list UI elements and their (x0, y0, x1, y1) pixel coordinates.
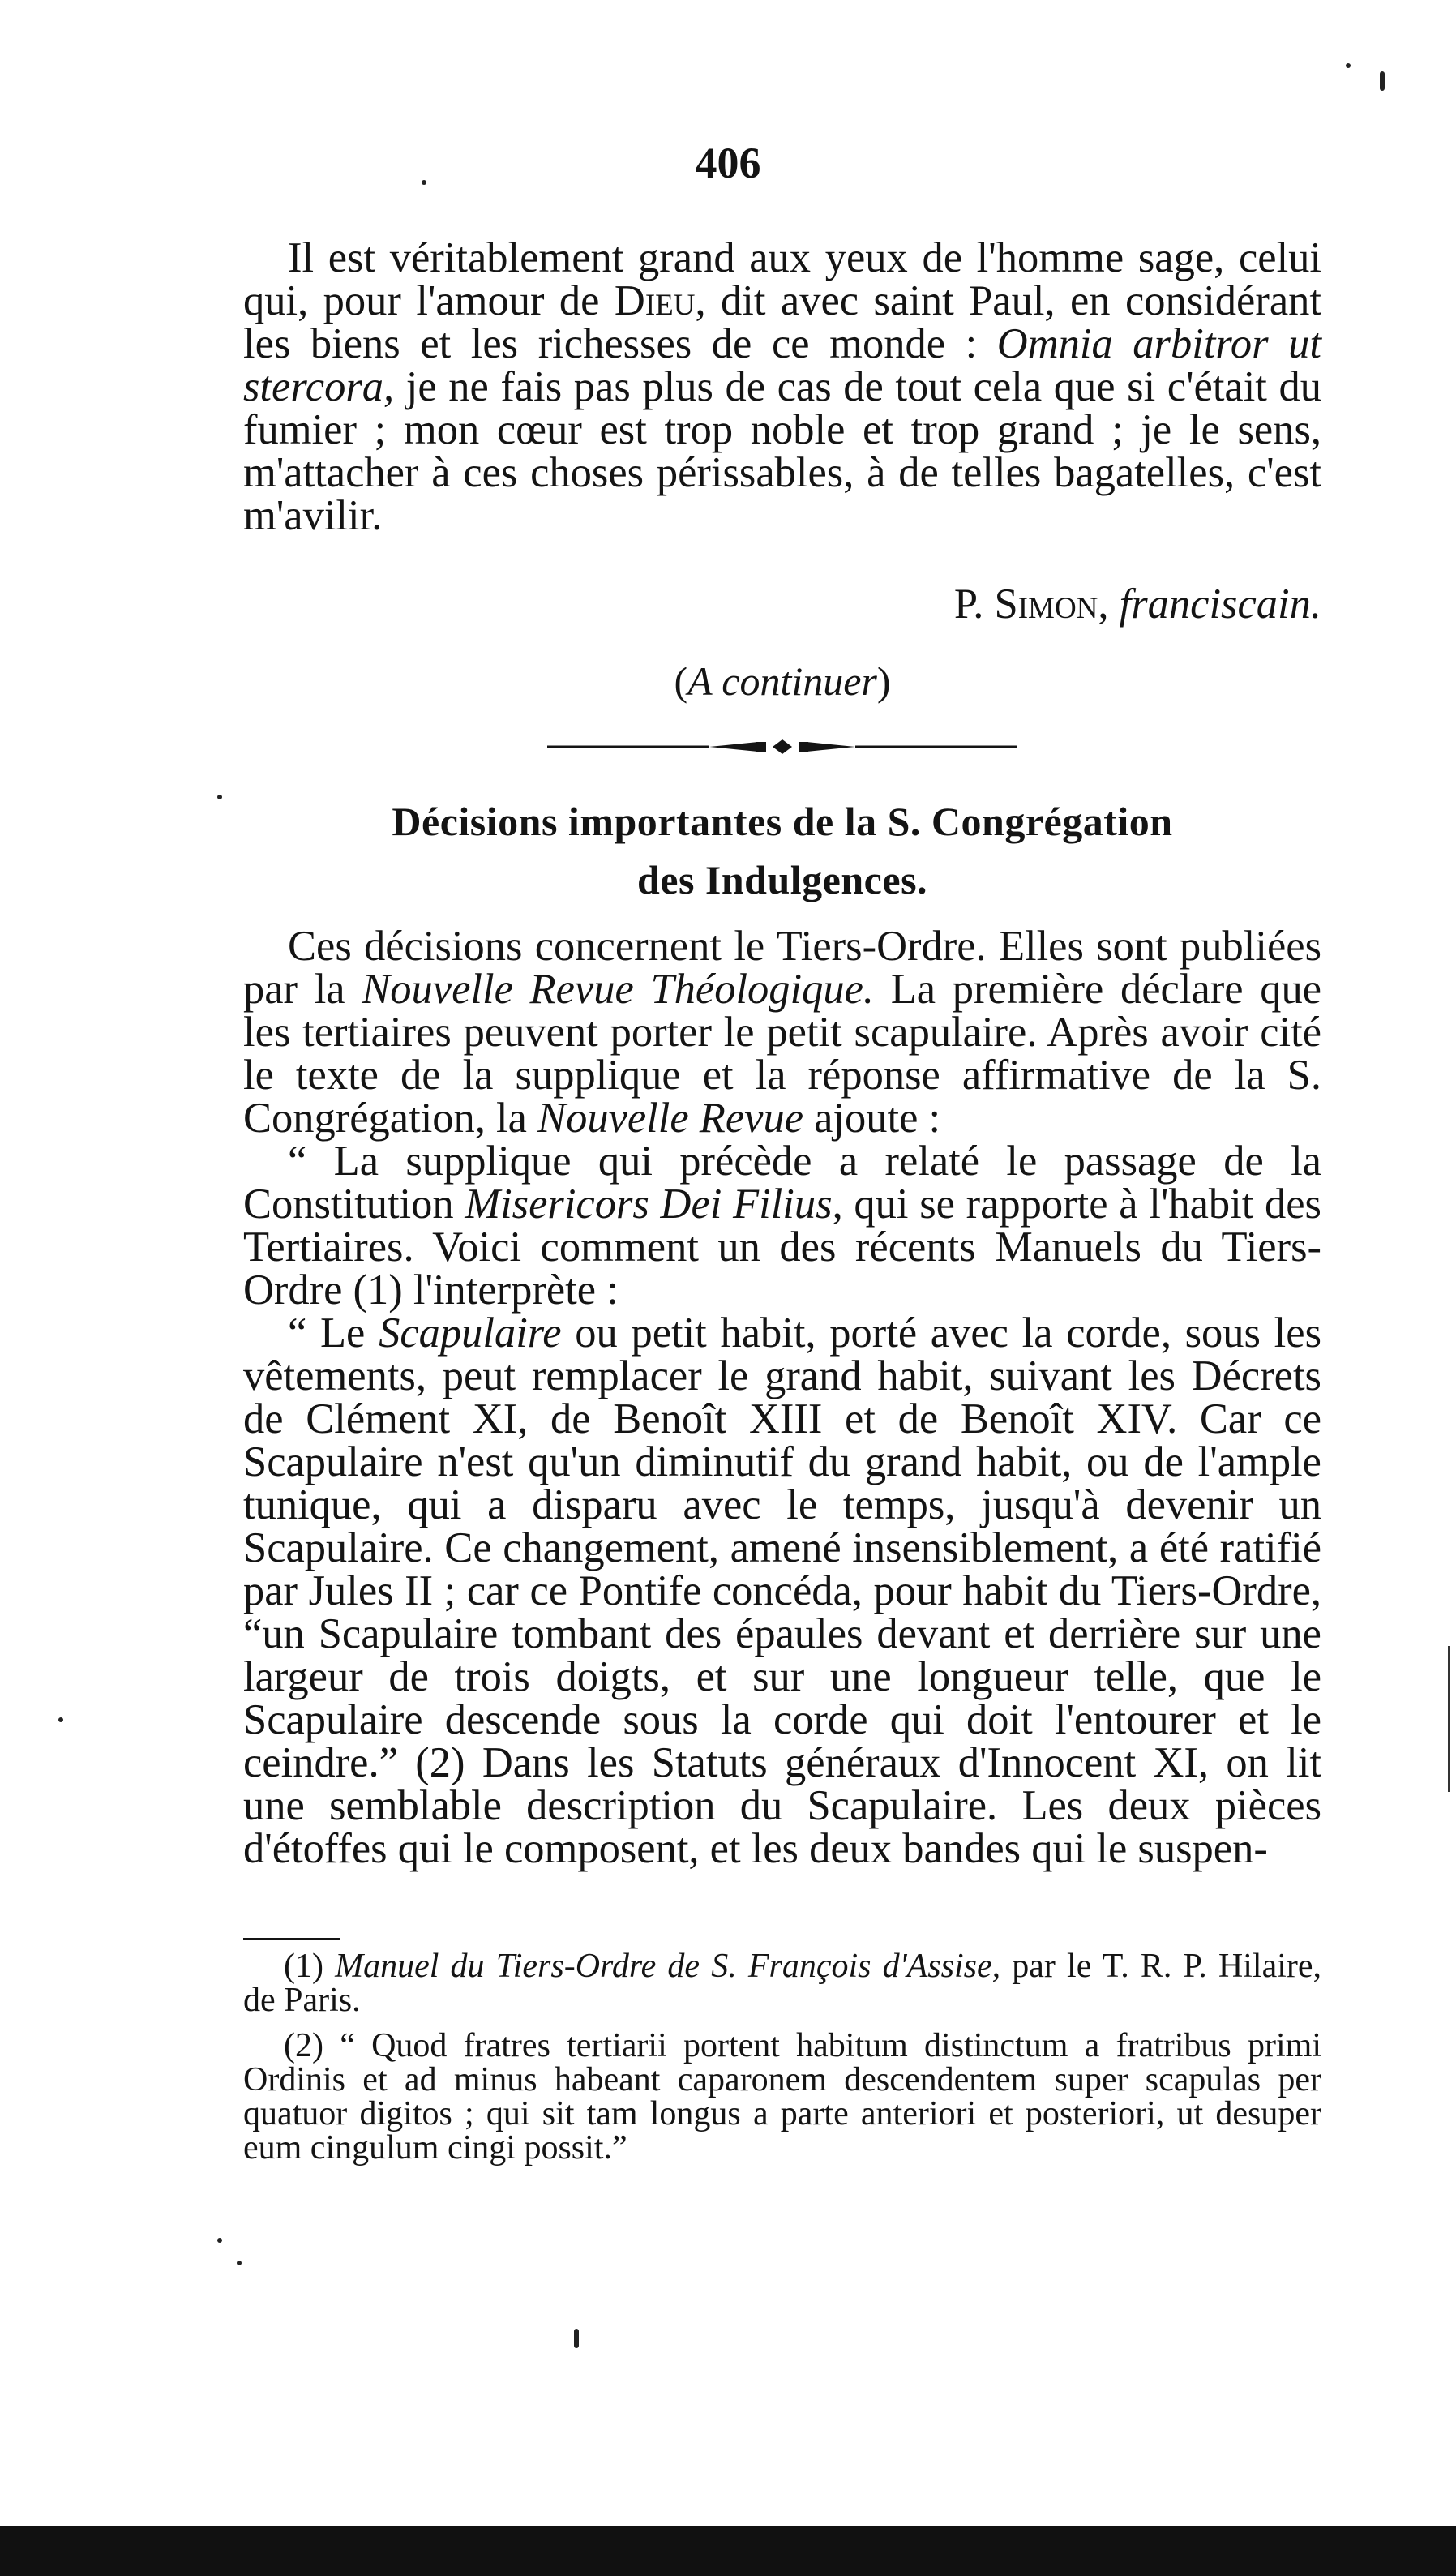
constitution-title: Misericors Dei Filius (465, 1181, 833, 1228)
heading-line-2: des Indulgences. (636, 857, 928, 902)
footnote-text: par le T. R. P. Hilaire, de Paris. (243, 1948, 1322, 2019)
text-run: La première déclare que les tertiaires peuvent porter le petit scapulaire. Après avoir cité le texte de la supplique et la réponse affirmative de la S. Congrégation, la (243, 966, 1322, 1142)
text-run: , dit avec saint Paul, en considérant les biens et les richesses de ce monde : (243, 277, 1321, 367)
footnote-separator (243, 1938, 340, 1940)
page-number: 406 (695, 139, 761, 187)
scan-speck (422, 180, 426, 185)
quotation-paragraph (243, 1140, 1321, 1312)
scan-speck (1380, 71, 1385, 91)
text-run-smallcaps: Dieu (614, 277, 696, 324)
to-be-continued-note (243, 660, 1321, 703)
section-heading (243, 792, 1321, 909)
signature-name: Simon (994, 581, 1098, 628)
section-divider-ornament (547, 737, 1017, 757)
continued-text: A continuer (687, 658, 877, 704)
text-run: “ La supplique qui précède a relaté le passage de la Constitution (243, 1138, 1321, 1228)
footnote-book-title: Manuel du Tiers-Ordre de S. François d'Assise, (335, 1948, 1001, 1985)
journal-title: Nouvelle Revue Théologique. (362, 966, 875, 1013)
author-signature (243, 583, 1321, 626)
footnote-mark: (1) (284, 1948, 336, 1985)
scan-speck (58, 1717, 63, 1722)
text-run: , qui se rapporte à l'habit des Tertiaires. Voici comment un des récents Manuels du Tiers-Ordre (1) l'interprète : (243, 1181, 1321, 1314)
closing-paragraph (243, 234, 1321, 539)
scan-speck (237, 2261, 242, 2265)
text-run: Il est véritablement grand aux yeux de l'homme sage, celui qui, pour l'amour de (243, 234, 1321, 324)
scapulaire-paragraph (243, 1309, 1321, 1872)
footnotes (243, 1949, 1321, 2165)
footnote-2 (243, 2029, 1321, 2165)
scan-speck (1346, 63, 1351, 68)
heading-line-1: Décisions importantes de la S. Congrégation (392, 799, 1173, 844)
scan-bottom-border (0, 2526, 1456, 2576)
scan-speck (217, 2238, 222, 2243)
footnote-text: “ Quod fratres tertiarii portent habitum distinctum a fratribus primi Ordinis et ad minus habeant caparonem descendentem super scapulas per quatuor digitos ; qui sit tam longus a parte anteriori et posteriori, ut desuper eum cingulum cingi possit.” (243, 2027, 1321, 2167)
paren-close: ) (876, 658, 891, 704)
text-run: ou petit habit, porté avec la corde, sous les vêtements, peut remplacer le grand habit, suivant les Décrets de Clément XI, de Benoît XIII et de Benoît XIV. Car ce Scapulaire n'est qu'un diminutif du grand habit, ou de l'ample tunique, qui a disparu avec le temps, jusqu'à devenir un Scapulaire. Ce changement, amené insensiblement, a été ratifié par Jules II ; car ce Pontife concéda, pour habit du Tiers-Ordre, “un Scapulaire tombant des épaules devant et derrière sur une largeur de trois doigts, et sur une longueur telle, que le Scapulaire descende sous la corde qui doit l'entourer et le ceindre.” (2) Dans les Statuts généraux d'Innocent XI, on lit une semblable description du Scapulaire. Les deux pièces d'étoffes qui le composent, et les deux bandes qui le suspen- (243, 1309, 1321, 1872)
signature-order: franciscain. (1119, 581, 1321, 628)
text-run: je ne fais pas plus de cas de tout cela que si c'était du fumier ; mon cœur est trop noble et trop grand ; je le sens, m'attacher à ces choses périssables, à de telles bagatelles, c'est m'avilir. (243, 363, 1321, 539)
scan-speck (574, 2329, 579, 2348)
signature-prefix: P. (953, 581, 995, 628)
signature-separator: , (1098, 581, 1120, 628)
text-run: ajoute : (803, 1095, 941, 1142)
emphasis-term: Scapulaire (379, 1309, 562, 1357)
intro-paragraph (243, 925, 1321, 1140)
article-conclusion (243, 234, 1322, 1872)
paren-open: ( (674, 658, 688, 704)
latin-quotation: Omnia arbitror ut stercora, (243, 320, 1321, 410)
journal-title: Nouvelle Revue (537, 1095, 803, 1142)
footnote-mark: (2) (284, 2027, 340, 2064)
scan-speck (217, 795, 222, 799)
text-run: “ Le (288, 1309, 379, 1357)
scan-edge-mark (1448, 1646, 1450, 1792)
text-run: Ces décisions concernent le Tiers-Ordre. Elles sont publiées par la (243, 923, 1321, 1013)
footnote-1 (243, 1949, 1321, 2017)
divider-ornament-icon (547, 737, 1017, 757)
